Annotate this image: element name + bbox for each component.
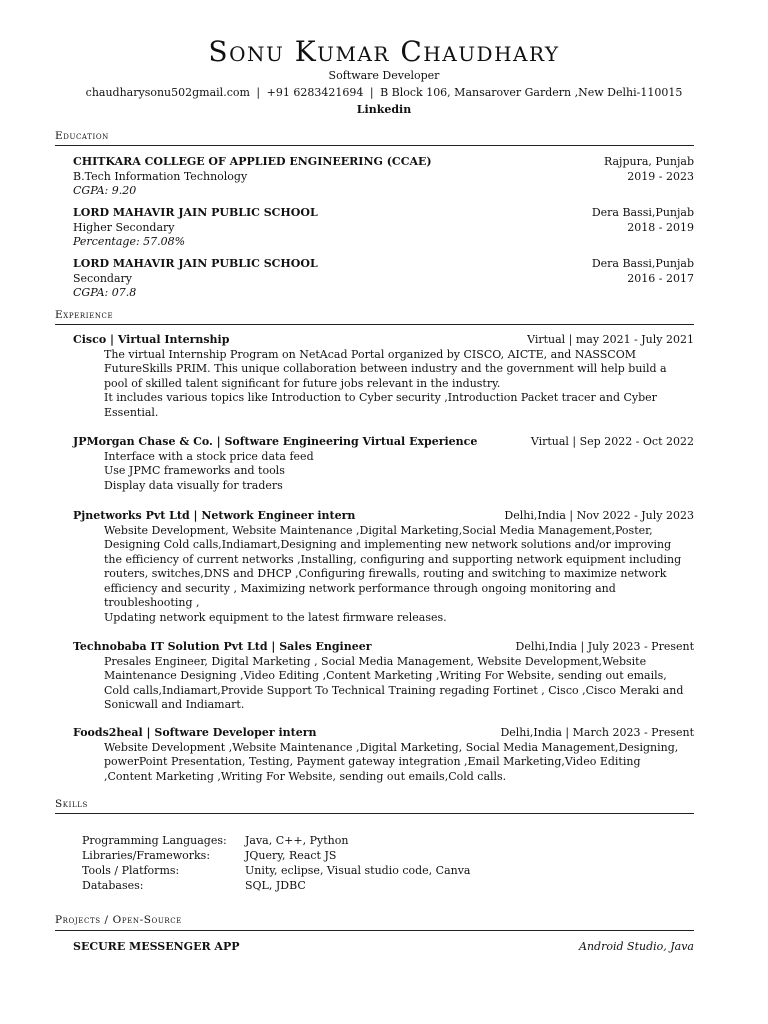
skill-label: Programming Languages:	[82, 834, 227, 847]
experience-meta: Delhi,India | March 2023 - Present	[500, 726, 694, 739]
section-divider	[55, 145, 694, 146]
skill-row	[82, 833, 471, 848]
description-line: routers, switches,DNS and DHCP ,Configuring firewalls, routing and switching to maximize network	[104, 567, 667, 580]
description-line: Presales Engineer, Digital Marketing , Social Media Management, Website Development,Website	[104, 654, 647, 668]
description-line: troubleshooting ,	[104, 596, 200, 609]
description-line: Interface with a stock price data feed	[104, 449, 314, 463]
description-line: powerPoint Presentation, Testing, Payment gateway integration ,Email Marketing,Video Editing	[104, 755, 641, 768]
experience-entry	[73, 640, 694, 713]
description-line: Display data visually for traders	[104, 478, 283, 492]
experience-meta: Virtual | Sep 2022 - Oct 2022	[530, 435, 694, 448]
experience-title: Technobaba IT Solution Pvt Ltd | Sales Engineer	[73, 640, 372, 653]
school-name: CHITKARA COLLEGE OF APPLIED ENGINEERING (CCAE)	[73, 155, 432, 168]
education-score: Percentage: 57.08%	[73, 235, 186, 248]
description-line: ,Content Marketing ,Writing For Website, sending out emails,Cold calls.	[104, 769, 507, 783]
section-divider	[55, 930, 694, 931]
experience-description	[104, 450, 694, 494]
experience-meta: Delhi,India | Nov 2022 - July 2023	[504, 509, 694, 522]
address-text: B Block 106, Mansarover Gardern ,New Delhi-110015	[380, 86, 683, 99]
education-dates: 2018 - 2019	[627, 220, 694, 234]
skills-table	[82, 833, 471, 893]
description-line: Designing Cold calls,Indiamart,Designing and implementing new network solutions and/or improving	[104, 538, 672, 551]
projects-heading: Projects / Open-Source	[55, 914, 182, 926]
skill-value: JQuery, React JS	[245, 849, 337, 862]
education-entry	[73, 206, 694, 250]
education-score: CGPA: 9.20	[73, 184, 137, 197]
candidate-name: Sonu Kumar Chaudhary	[208, 35, 560, 68]
experience-description	[104, 741, 694, 785]
education-entry	[73, 257, 694, 301]
degree: Higher Secondary	[73, 220, 175, 234]
experience-entry	[73, 509, 694, 625]
contact-line	[0, 86, 768, 100]
project-tech: Android Studio, Java	[579, 940, 694, 953]
description-line: Maintenance Designing ,Video Editing ,Content Marketing ,Writing For Website, sending out emails,	[104, 669, 667, 682]
phone-link[interactable]: +91 6283421694	[266, 86, 364, 99]
skill-row	[82, 878, 471, 893]
education-heading: Education	[55, 130, 109, 142]
description-line: The virtual Internship Program on NetAcad Portal organized by CISCO, AICTE, and NASSCOM	[104, 347, 636, 361]
experience-entry	[73, 435, 694, 493]
experience-description	[104, 655, 694, 713]
description-line: the efficiency of current networks ,Installing, configuring and supporting network equipment including	[104, 552, 682, 566]
description-line: pool of skilled talent significant for future jobs relevant in the industry.	[104, 376, 501, 390]
degree: B.Tech Information Technology	[73, 169, 248, 183]
skill-label: Libraries/Frameworks:	[82, 849, 211, 862]
contact-separator: |	[369, 86, 374, 99]
experience-description	[104, 524, 694, 626]
description-line: efficiency and security , Maximizing network performance through ongoing monitoring and	[104, 581, 616, 595]
school-name: LORD MAHAVIR JAIN PUBLIC SCHOOL	[73, 257, 318, 270]
experience-title: Foods2heal | Software Developer intern	[73, 726, 317, 739]
experience-title: JPMorgan Chase & Co. | Software Engineering Virtual Experience	[73, 435, 478, 448]
experience-entry	[73, 333, 694, 420]
project-entry	[73, 940, 694, 955]
degree: Secondary	[73, 271, 132, 285]
school-location: Dera Bassi,Punjab	[591, 206, 694, 219]
experience-description	[104, 348, 694, 421]
school-name: LORD MAHAVIR JAIN PUBLIC SCHOOL	[73, 206, 318, 219]
experience-entry	[73, 726, 694, 784]
description-line: Essential.	[104, 405, 159, 419]
skill-value: SQL, JDBC	[245, 879, 306, 892]
section-divider	[55, 813, 694, 814]
skill-label: Tools / Platforms:	[82, 864, 180, 877]
description-line: It includes various topics like Introduction to Cyber security ,Introduction Packet tracer and Cyber	[104, 391, 657, 404]
school-location: Dera Bassi,Punjab	[591, 257, 694, 270]
school-location: Rajpura, Punjab	[603, 155, 694, 168]
education-entry	[73, 155, 694, 199]
skill-row	[82, 848, 471, 863]
description-line: Use JPMC frameworks and tools	[104, 464, 285, 477]
skills-heading: Skills	[55, 798, 88, 810]
skill-value: Java, C++, Python	[245, 834, 349, 847]
skill-row	[82, 863, 471, 878]
experience-title: Pjnetworks Pvt Ltd | Network Engineer intern	[73, 509, 356, 522]
project-name: SECURE MESSENGER APP	[73, 940, 240, 953]
experience-title: Cisco | Virtual Internship	[73, 333, 230, 346]
description-line: Cold calls,Indiamart,Provide Support To Technical Training regading Fortinet , Cisco ,Cisco Meraki and	[104, 683, 684, 697]
skill-label: Databases:	[82, 879, 144, 892]
education-dates: 2016 - 2017	[627, 271, 694, 285]
description-line: Website Development, Website Maintenance ,Digital Marketing,Social Media Management,Poster,	[104, 523, 653, 537]
linkedin-link[interactable]: Linkedin	[356, 103, 412, 116]
description-line: Website Development ,Website Maintenance ,Digital Marketing, Social Media Management,Designing,	[104, 740, 679, 754]
section-divider	[55, 324, 694, 325]
experience-meta: Delhi,India | July 2023 - Present	[515, 640, 694, 653]
contact-separator: |	[256, 86, 261, 99]
job-title: Software Developer	[328, 69, 440, 82]
description-line: FutureSkills PRIM. This unique collaboration between industry and the government will help build a	[104, 362, 667, 375]
education-score: CGPA: 07.8	[73, 286, 137, 299]
experience-heading: Experience	[55, 309, 114, 321]
education-dates: 2019 - 2023	[627, 169, 694, 183]
description-line: Updating network equipment to the latest firmware releases.	[104, 610, 447, 624]
experience-meta: Virtual | may 2021 - July 2021	[527, 333, 694, 346]
email-link[interactable]: chaudharysonu502gmail.com	[85, 86, 250, 99]
description-line: Sonicwall and Indiamart.	[104, 698, 245, 711]
skill-value: Unity, eclipse, Visual studio code, Canva	[245, 864, 471, 877]
